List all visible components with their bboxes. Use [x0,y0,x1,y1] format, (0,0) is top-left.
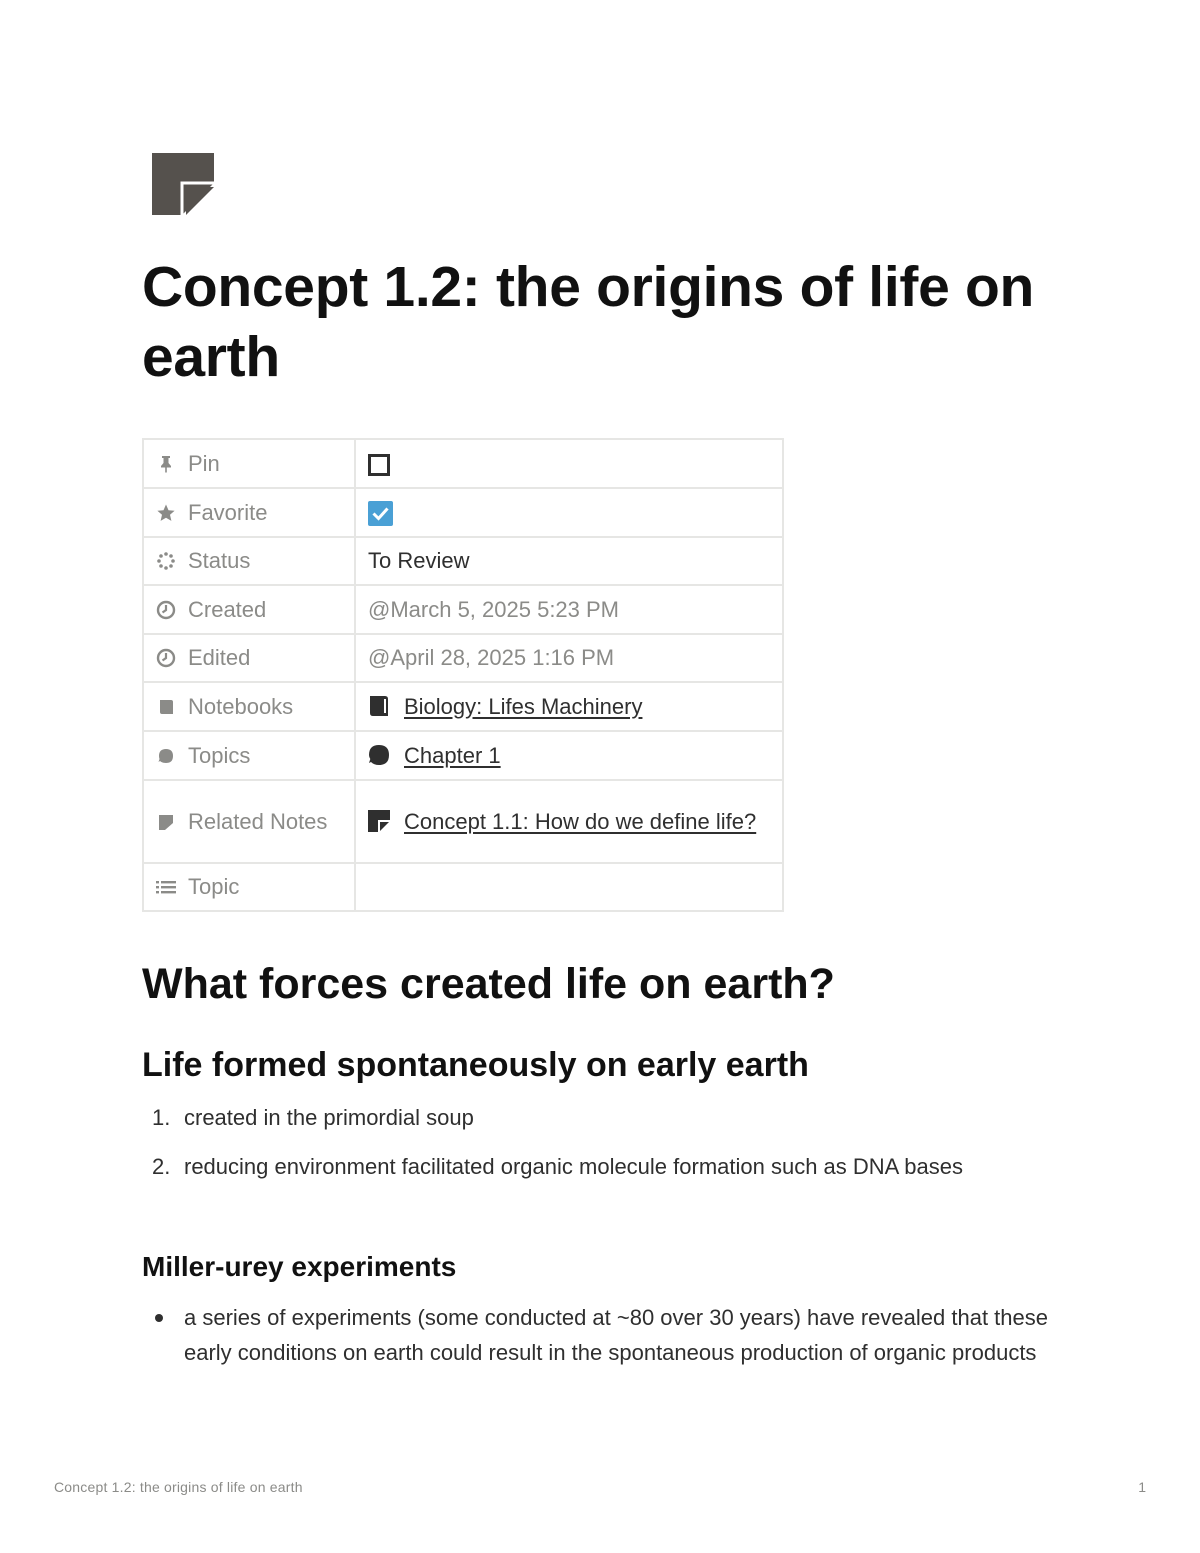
numbered-list [142,1100,1042,1198]
bulleted-list [142,1300,1062,1370]
clock-icon [156,648,176,668]
topic-value-empty[interactable] [355,863,783,911]
property-name-cell [143,439,355,488]
list-number: 1. [152,1105,171,1130]
property-label: Edited [188,645,251,670]
properties-table [142,438,784,912]
property-name-cell [143,682,355,731]
numbered-list-item [142,1100,1042,1135]
property-name-cell [143,537,355,585]
property-label: Pin [188,450,220,476]
property-name-cell [143,863,355,911]
property-name-cell [143,780,355,863]
page-title: Concept 1.2: the origins of life on earth [142,255,1035,389]
heading-1: What forces created life on earth? [142,960,835,1008]
property-name-cell [143,731,355,780]
related-note-link[interactable]: Concept 1.1: How do we define life? [404,809,757,834]
list-item-text: reducing environment facilitated organic molecule formation such as DNA bases [184,1154,963,1179]
notebook-icon [368,695,390,717]
heading-3: Miller-urey experiments [142,1251,457,1282]
property-value-cell [355,439,783,488]
created-date-value: @March 5, 2025 5:23 PM [355,585,783,634]
property-row-edited [143,634,783,682]
property-label: Related Notes [188,808,328,834]
note-page-icon [152,153,214,215]
numbered-list-item [142,1149,1042,1184]
property-row-favorite [143,488,783,537]
property-row-notebooks [143,682,783,731]
notebook-link[interactable]: Biology: Lifes Machinery [404,693,643,719]
note-icon [156,812,176,832]
bubble-icon [156,746,176,766]
property-name-cell [143,585,355,634]
property-label: Notebooks [188,693,294,719]
star-icon [156,503,176,523]
list-icon [156,877,176,897]
property-row-topics [143,731,783,780]
footer-title: Concept 1.2: the origins of life on earth [54,1479,303,1495]
list-item-text: a series of experiments (some conducted at ~80 over 30 years) have revealed that these early conditions on earth could result in the spontaneous production of organic products [184,1305,1048,1365]
pin-checkbox[interactable] [368,454,390,476]
property-value-cell [355,780,783,863]
bubble-icon [368,744,390,766]
notebook-icon [156,697,176,717]
property-value-cell [355,682,783,731]
note-icon [368,810,390,832]
checkmark-icon [368,501,393,526]
status-spinner-icon [156,551,176,571]
status-value[interactable]: To Review [355,537,783,585]
favorite-checkbox[interactable] [368,501,393,526]
heading-2: Life formed spontaneously on early earth [142,1046,809,1084]
bulleted-list-item [142,1300,1062,1370]
property-label: Favorite [188,499,268,525]
bullet-dot-icon [155,1314,163,1322]
property-label: Topic [188,874,240,899]
edited-date-value: @April 28, 2025 1:16 PM [355,634,783,682]
property-row-created [143,585,783,634]
property-row-topic [143,863,783,911]
property-label: Status [188,548,251,573]
pin-icon [156,454,176,474]
property-name-cell [143,488,355,537]
list-number: 2. [152,1154,171,1179]
clock-icon [156,600,176,620]
property-name-cell [143,634,355,682]
footer-page-number: 1 [1138,1479,1146,1495]
property-row-related-notes [143,780,783,863]
property-value-cell [355,731,783,780]
property-label: Created [188,596,267,622]
property-value-cell [355,488,783,537]
list-item-text: created in the primordial soup [184,1105,474,1130]
topic-link[interactable]: Chapter 1 [404,742,501,768]
property-row-pin [143,439,783,488]
property-label: Topics [188,742,251,768]
property-row-status [143,537,783,585]
